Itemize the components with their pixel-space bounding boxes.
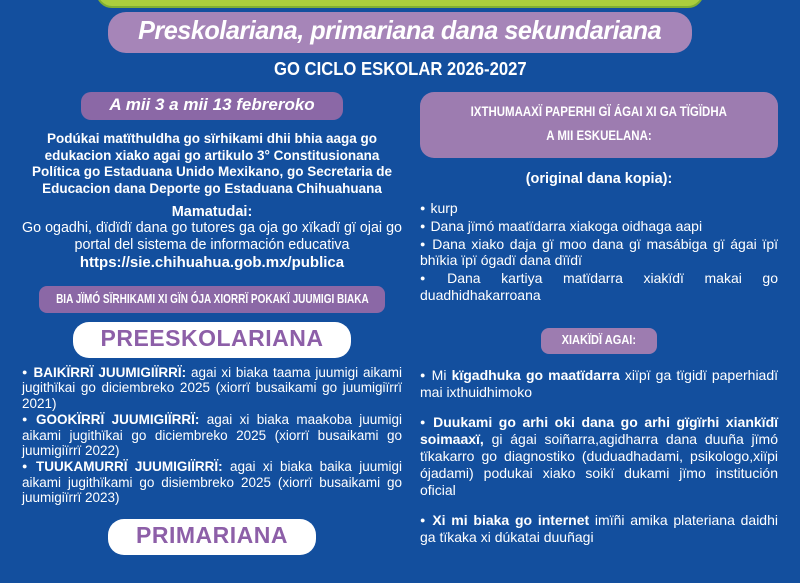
left-column: [22, 92, 402, 559]
sie-portal-link[interactable]: https://sie.chihuahua.gob.mx/publica: [79, 254, 345, 272]
note-title: Mamatudai:: [171, 204, 253, 221]
where-pill: XIAKÏDÏ AGAI:: [541, 328, 657, 354]
docs-note: (original dana kopia):: [525, 171, 673, 187]
required-docs-box: [420, 92, 778, 158]
preschool-item: ● BAIKÏRRÏ JUUMIGIÏRRÏ: agai xi biaka taama juumigi aikami jugithïkai go diciembreko 2025 (xiorrï busaikami go juumigiïrrï 2021): [22, 365, 402, 411]
preschool-list: [22, 365, 402, 505]
intro-text: Podúkai matïthuldha go sïrhikami dhii bhia aaga go edukacion xiako agai go artikulo 3° Constitusionana Política go Estaduana Unido Mexikano, go Secretaria de Educacion dana Deporte go Estaduana Chihuahuana: [31, 131, 393, 196]
where-item: ● Mi kïgadhuka go maatïdarra xiïpï ga tïgidï paperhiadï mai ixthuidhimoko: [420, 367, 778, 401]
cycle-title: GO CICLO ESKOLAR 2026-2027: [273, 58, 527, 79]
ages-pill: BIA JÏMÓ SÏRHIKAMI XI GÏN ÓJA XIORRÏ POKAKÏ JUUMIGI BIAKA: [39, 286, 385, 313]
date-badge: A mii 3 a mii 13 febreroko: [81, 92, 342, 120]
top-green-bar: [96, 0, 704, 8]
where-item: ● Xi mi biaka go internet imïñi amika plateriana daidhi ga tïkaka xi dúkatai duuñagi: [420, 512, 778, 546]
docs-item: ● kurp: [420, 200, 778, 217]
preschool-heading: PREESKOLARIANA: [73, 322, 352, 358]
preschool-item: ● TUUKAMURRÏ JUUMIGIÏRRÏ: agai xi biaka baika juumigi aikami jugithïkami go disiembreko 2025 (xiorrï busaikami go juumigiïrrï 2023): [22, 459, 402, 505]
subtitle-banner: [108, 12, 692, 53]
where-list: [420, 367, 778, 547]
docs-item: ● Dana xiako daja gï moo dana gï masábiga gï ágai ïpï bhïkia ïpï ógadï dana dïïdï: [420, 236, 778, 270]
where-item: ● Duukami go arhi oki dana go arhi gïgïrhi xiankïdï soimaaxï, gi ágai soiñarra,agidharra dana duuña jïmó tïkakarro go diagnostiko (duduadhadami, psikologo,xiïpi ójadami) podukai xiako soikï dukami jïmo institución oficial: [420, 414, 778, 499]
docs-box-line1: IXTHUMAAXÏ PAPERHI GÏ ÁGAI XI GA TÏGÏDHA: [470, 104, 728, 119]
docs-box-line2: A MII ESKUELANA:: [546, 128, 652, 143]
right-column: [420, 92, 778, 559]
docs-list: [420, 200, 778, 304]
preschool-item: ● GOOKÏRRÏ JUUMIGIÏRRÏ: agai xi biaka maakoba juumigi aikami jugithïkai go diciembreko 2025 (xiorrï busaikami go juumigiïrrï 2022): [22, 412, 402, 458]
subtitle-text: Preskolariana, primariana dana sekundariana: [138, 15, 662, 45]
content-columns: [0, 92, 800, 559]
primary-heading: PRIMARIANA: [108, 519, 316, 555]
docs-item: ● Dana kartiya matïdarra xiakïdï makai go duadhidhakarroana: [420, 270, 778, 304]
docs-item: ● Dana jïmó maatïdarra xiakoga oidhaga aapi: [420, 218, 778, 235]
note-text: Go ogadhi, dïdïdï dana go tutores ga oja go xïkadï gï ojai go portal del sistema de información educativa: [22, 220, 402, 254]
